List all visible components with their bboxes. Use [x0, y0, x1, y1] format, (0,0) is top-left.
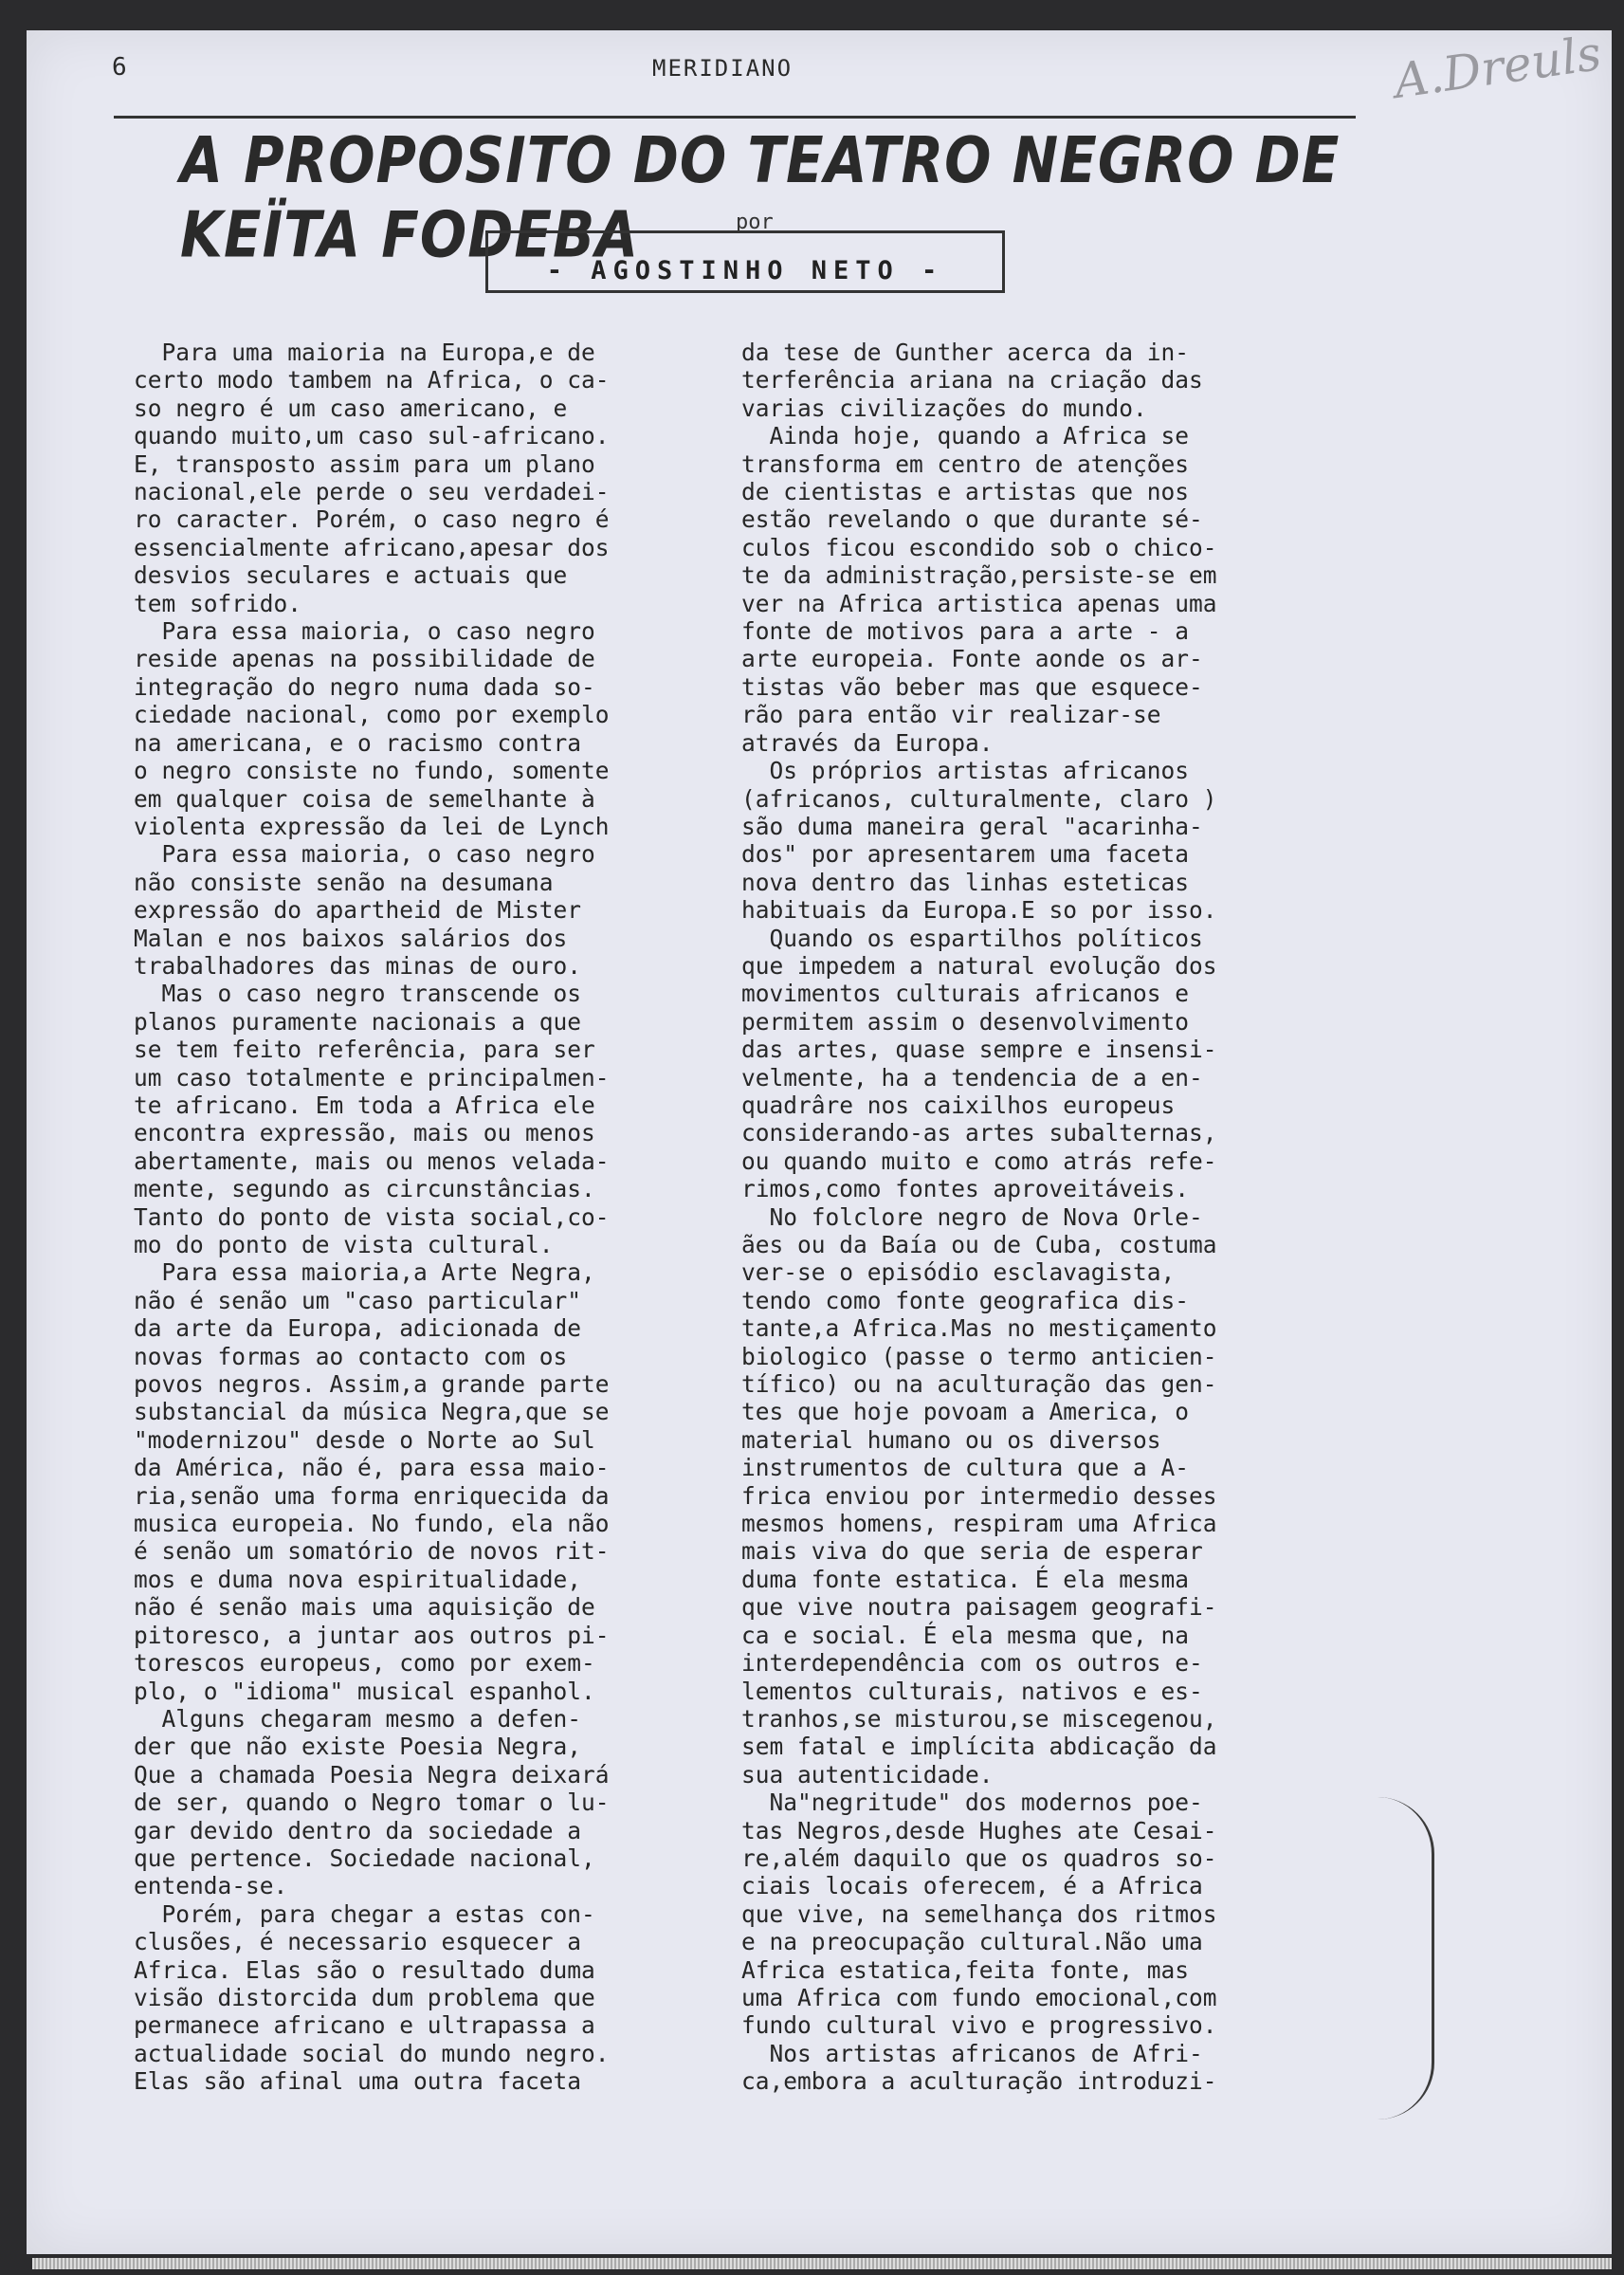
text-line: actualidade social do mundo negro. — [134, 2039, 610, 2067]
text-line: terferência ariana na criação das — [741, 366, 1203, 394]
text-line: sem fatal e implícita abdicação da — [741, 1733, 1217, 1761]
text-line: reside apenas na possibilidade de — [134, 645, 595, 673]
text-line: ães ou da Baía ou de Cuba, costuma — [741, 1231, 1217, 1258]
text-line: Mas o caso negro transcende os — [134, 980, 582, 1008]
text-line: fundo cultural vivo e progressivo. — [741, 2011, 1217, 2040]
text-line: ciedade nacional, como por exemplo — [134, 701, 610, 729]
text-line: sua autenticidade. — [741, 1760, 994, 1789]
text-line: visão distorcida dum problema que — [134, 1983, 595, 2011]
text-line: essencialmente africano,apesar dos — [134, 533, 610, 561]
text-line: clusões, é necessario esquecer a — [134, 1928, 582, 1956]
text-line: que impedem a natural evolução dos — [741, 951, 1217, 980]
text-line: da América, não é, para essa maio- — [134, 1454, 610, 1482]
text-line: que vive noutra paisagem geografi- — [741, 1593, 1217, 1622]
text-line: Tanto do ponto de vista social,co- — [134, 1202, 610, 1231]
text-line: não consiste senão na desumana — [134, 868, 554, 896]
text-line: dos" por apresentarem uma faceta — [741, 840, 1190, 869]
text-line: o negro consiste no fundo, somente — [134, 757, 610, 785]
text-line: considerando-as artes subalternas, — [741, 1119, 1217, 1147]
text-line: Elas são afinal uma outra faceta — [134, 2067, 582, 2096]
text-line: Africa estatica,feita fonte, mas — [741, 1955, 1190, 1984]
text-line: trabalhadores das minas de ouro. — [134, 951, 582, 980]
text-line: de ser, quando o Negro tomar o lu- — [134, 1789, 610, 1817]
text-line: Africa. Elas são o resultado duma — [134, 1955, 595, 1984]
text-line: biologico (passe o termo anticien- — [741, 1342, 1217, 1370]
text-line: varias civilizações do mundo. — [741, 394, 1147, 422]
text-line: ria,senão uma forma enriquecida da — [134, 1481, 610, 1510]
text-line: torescos europeus, como por exem- — [134, 1649, 595, 1678]
text-line: certo modo tambem na Africa, o ca- — [134, 366, 610, 394]
text-line: se tem feito referência, para ser — [134, 1036, 595, 1064]
margin-bracket-mark — [1356, 1797, 1434, 2119]
text-line: tante,a Africa.Mas no mestiçamento — [741, 1314, 1217, 1343]
left-column — [134, 339, 714, 2096]
text-line: habituais da Europa.E so por isso. — [741, 896, 1217, 925]
text-line: mos e duma nova espiritualidade, — [134, 1565, 582, 1593]
text-line: e na preocupação cultural.Não uma — [741, 1928, 1203, 1956]
text-line: ver na Africa artistica apenas uma — [741, 589, 1217, 617]
author-name: - AGOSTINHO NETO - — [546, 256, 944, 285]
text-line: te da administração,persiste-se em — [741, 561, 1217, 590]
text-line: Para essa maioria, o caso negro — [134, 617, 595, 646]
text-line: gar devido dentro da sociedade a — [134, 1816, 582, 1844]
text-line: musica europeia. No fundo, ela não — [134, 1510, 610, 1538]
text-line: te africano. Em toda a Africa ele — [134, 1091, 595, 1119]
text-line: substancial da música Negra,que se — [134, 1398, 610, 1426]
text-line: estão revelando o que durante sé- — [741, 505, 1203, 534]
text-line: tistas vão beber mas que esquece- — [741, 672, 1203, 701]
text-line: Ainda hoje, quando a Africa se — [741, 422, 1190, 450]
text-line: lementos culturais, nativos e es- — [741, 1677, 1203, 1705]
text-line: abertamente, mais ou menos velada- — [134, 1147, 610, 1175]
text-line: Quando os espartilhos políticos — [741, 924, 1203, 952]
article-title: A PROPOSITO DO TEATRO NEGRO DE KEÏTA FODEBA — [180, 123, 1341, 272]
text-line: povos negros. Assim,a grande parte — [134, 1370, 610, 1399]
text-line: rimos,como fontes aproveitáveis. — [741, 1175, 1190, 1203]
text-line: movimentos culturais africanos e — [741, 980, 1190, 1008]
text-line: Que a chamada Poesia Negra deixará — [134, 1760, 610, 1789]
text-line: em qualquer coisa de semelhante à — [134, 784, 595, 813]
text-line: mente, segundo as circunstâncias. — [134, 1175, 595, 1203]
text-line: so negro é um caso americano, e — [134, 394, 568, 422]
text-line: permanece africano e ultrapassa a — [134, 2011, 595, 2040]
text-line: Nos artistas africanos de Afri- — [741, 2039, 1203, 2067]
text-line: da tese de Gunther acerca da in- — [741, 339, 1190, 366]
text-line: expressão do apartheid de Mister — [134, 896, 582, 925]
text-line: velmente, ha a tendencia de a en- — [741, 1063, 1203, 1092]
text-line: (africanos, culturalmente, claro ) — [741, 784, 1217, 813]
text-line: da arte da Europa, adicionada de — [134, 1314, 582, 1343]
text-line: tes que hoje povoam a America, o — [741, 1398, 1190, 1426]
text-line: Porém, para chegar a estas con- — [134, 1899, 595, 1928]
text-line: duma fonte estatica. É ela mesma — [741, 1565, 1190, 1593]
text-line: pitoresco, a juntar aos outros pi- — [134, 1621, 610, 1649]
text-line: nova dentro das linhas esteticas — [741, 868, 1190, 896]
text-line: não é senão mais uma aquisição de — [134, 1593, 595, 1622]
text-line: Os próprios artistas africanos — [741, 757, 1190, 785]
handwritten-signature: A.Dreuls — [1391, 26, 1605, 109]
text-line: quadrâre nos caixilhos europeus — [741, 1091, 1176, 1119]
text-line: material humano ou os diversos — [741, 1425, 1161, 1454]
text-line: Para essa maioria,a Arte Negra, — [134, 1258, 595, 1287]
text-line: entenda-se. — [134, 1872, 288, 1900]
page-header — [112, 53, 1373, 91]
text-line: permitem assim o desenvolvimento — [741, 1007, 1190, 1036]
page-number: 6 — [112, 53, 127, 82]
text-line: plo, o "idioma" musical espanhol. — [134, 1677, 595, 1705]
author-box — [485, 230, 1005, 293]
text-line: Malan e nos baixos salários dos — [134, 924, 568, 952]
text-line: instrumentos de cultura que a A- — [741, 1454, 1190, 1482]
text-line: violenta expressão da lei de Lynch — [134, 812, 610, 840]
text-line: culos ficou escondido sob o chico- — [741, 533, 1217, 561]
text-line: ver-se o episódio esclavagista, — [741, 1258, 1176, 1287]
text-line: Alguns chegaram mesmo a defen- — [134, 1704, 582, 1733]
text-line: No folclore negro de Nova Orle- — [741, 1202, 1203, 1231]
text-line: der que não existe Poesia Negra, — [134, 1733, 582, 1761]
text-line: desvios seculares e actuais que — [134, 561, 568, 590]
text-line: frica enviou por intermedio desses — [741, 1481, 1217, 1510]
text-line: rão para então vir realizar-se — [741, 701, 1161, 729]
text-line: de cientistas e artistas que nos — [741, 478, 1190, 506]
text-line: tas Negros,desde Hughes ate Cesai- — [741, 1816, 1217, 1844]
text-line: planos puramente nacionais a que — [134, 1007, 582, 1036]
text-line: mo do ponto de vista cultural. — [134, 1231, 554, 1258]
text-line: Para essa maioria, o caso negro — [134, 840, 595, 869]
byline-prefix: por — [736, 211, 774, 234]
text-line: integração do negro numa dada so- — [134, 672, 595, 701]
text-line: que pertence. Sociedade nacional, — [134, 1844, 595, 1872]
text-line: "modernizou" desde o Norte ao Sul — [134, 1425, 595, 1454]
text-line: mesmos homens, respiram uma Africa — [741, 1510, 1217, 1538]
text-line: não é senão um "caso particular" — [134, 1286, 582, 1314]
text-line: arte europeia. Fonte aonde os ar- — [741, 645, 1203, 673]
text-line: através da Europa. — [741, 728, 994, 757]
text-line: novas formas ao contacto com os — [134, 1342, 568, 1370]
text-line: quando muito,um caso sul-africano. — [134, 422, 610, 450]
text-line: mais viva do que seria de esperar — [741, 1537, 1203, 1566]
text-line: Para uma maioria na Europa,e de — [134, 339, 595, 366]
text-line: encontra expressão, mais ou menos — [134, 1119, 595, 1147]
text-line: um caso totalmente e principalmen- — [134, 1063, 610, 1092]
right-column — [741, 339, 1334, 2096]
header-rule — [114, 116, 1356, 119]
text-line: das artes, quase sempre e insensi- — [741, 1036, 1217, 1064]
text-line: na americana, e o racismo contra — [134, 728, 582, 757]
scan-ruler — [32, 2258, 1612, 2269]
text-line: ro caracter. Porém, o caso negro é — [134, 505, 610, 534]
text-line: tranhos,se misturou,se miscegenou, — [741, 1704, 1217, 1733]
text-line: E, transposto assim para um plano — [134, 449, 595, 478]
text-line: ca e social. É ela mesma que, na — [741, 1621, 1190, 1649]
text-line: nacional,ele perde o seu verdadei- — [134, 478, 610, 506]
text-line: é senão um somatório de novos rit- — [134, 1537, 610, 1566]
text-line: uma Africa com fundo emocional,com — [741, 1983, 1217, 2011]
text-line: ca,embora a aculturação introduzi- — [741, 2067, 1217, 2096]
text-line: fonte de motivos para a arte - a — [741, 617, 1190, 646]
text-line: ou quando muito e como atrás refe- — [741, 1147, 1217, 1175]
text-line: tendo como fonte geografica dis- — [741, 1286, 1190, 1314]
text-line: tífico) ou na aculturação das gen- — [741, 1370, 1217, 1399]
text-line: transforma em centro de atenções — [741, 449, 1190, 478]
text-line: re,além daquilo que os quadros so- — [741, 1844, 1217, 1872]
text-line: ciais locais oferecem, é a Africa — [741, 1872, 1203, 1900]
text-line: interdependência com os outros e- — [741, 1649, 1203, 1678]
text-line: Na"negritude" dos modernos poe- — [741, 1789, 1203, 1817]
text-line: que vive, na semelhança dos ritmos — [741, 1899, 1217, 1928]
magazine-name: MERIDIANO — [652, 55, 794, 82]
text-line: tem sofrido. — [134, 589, 302, 617]
text-line: são duma maneira geral "acarinha- — [741, 812, 1203, 840]
